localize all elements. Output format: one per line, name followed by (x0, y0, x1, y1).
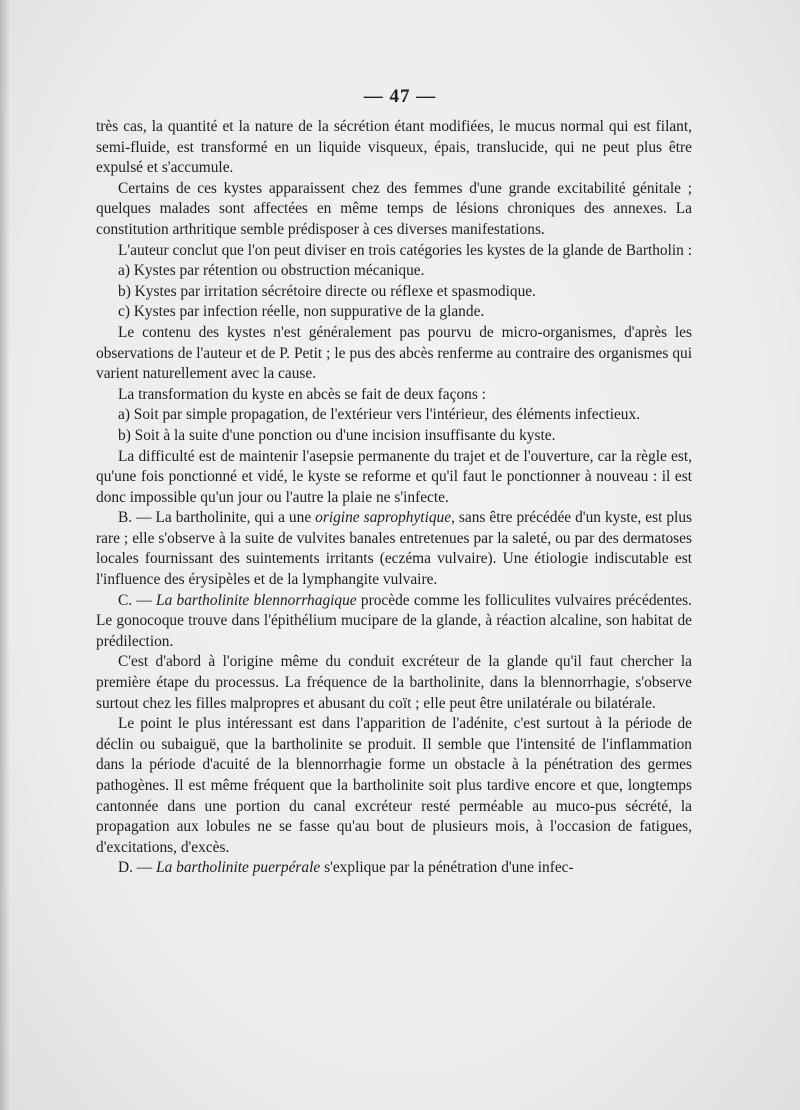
list-item: c) Kystes par infection réelle, non suppurative de la glande. (118, 303, 485, 321)
page-edge-shadow (0, 0, 10, 1110)
italic-term: origine saprophytique (315, 509, 452, 527)
list-item: a) Soit par simple propagation, de l'extérieur vers l'intérieur, des éléments infectieux. (118, 406, 641, 424)
paragraph: Le contenu des kystes n'est généralement pas pourvu de micro-organismes, d'après les observations de l'auteur et de P. Petit ; le pus des abcès renferme au contraire des organismes qui varient naturellement avec la cause. (96, 323, 692, 383)
list-item: b) Kystes par irritation sécrétoire directe ou réflexe et spasmodique. (118, 282, 536, 300)
paragraph: La transformation du kyste en abcès se fait de deux façons : (118, 385, 486, 403)
paragraph: Certains de ces kystes apparaissent chez des femmes d'une grande excitabilité génitale ; quelques malades sont affectées en même temps de lésions chroniques des annexes. La constitution arthritique semble prédisposer à ces diverses manifestations. (96, 179, 692, 238)
body-text (96, 117, 692, 879)
text-run: D. — (118, 859, 157, 877)
paragraph-c (96, 591, 692, 653)
list-item: a) Kystes par rétention ou obstruction mécanique. (118, 262, 425, 280)
page-number: — 47 — (363, 86, 437, 107)
text-run: s'explique par la pénétration d'une infec- (320, 859, 574, 877)
text-run: B. — La bartholinite, qui a une (118, 509, 316, 527)
paragraph: L'auteur conclut que l'on peut diviser en trois catégories les kystes de la glande de Bartholin : (118, 241, 692, 259)
italic-term: La bartholinite blennorrhagique (156, 591, 357, 609)
italic-term: La bartholinite puerpérale (156, 859, 321, 877)
paragraph: Le point le plus intéressant est dans l'apparition de l'adénite, c'est surtout à la période de déclin ou subaiguë, que la bartholinite se produit. Il semble que l'intensité de l'inflammation dans la période d'acuité de la blennorrhagie forme un obstacle à la pénétration des germes pathogènes. Il est même fréquent que la bartholinite soit plus tardive encore et que, longtemps cantonnée dans une portion du canal excréteur resté perméable au muco-pus sécrété, la propagation aux lobules ne se fasse qu'au bout de plusieurs mois, à l'occasion de fatigues, d'excitations, d'excès. (96, 715, 692, 856)
paragraph: très cas, la quantité et la nature de la sécrétion étant modifiées, le mucus normal qui est filant, semi-fluide, est transformé en un liquide visqueux, épais, translucide, qui ne peut plus être expulsé et s'accumule. (96, 118, 692, 177)
text-run: procède comme les folliculites vulvaires précédentes. Le gonocoque trouve dans l'épithélium mucipare de la glande, à réaction alcaline, son habitat de prédilection. (96, 591, 692, 650)
paragraph-b (96, 508, 692, 590)
paragraph: La difficulté est de maintenir l'asepsie permanente du trajet et de l'ouverture, car la règle est, qu'une fois ponctionné et vidé, le kyste se reforme et qu'il faut le ponctionner à nouveau : il est donc impossible qu'un jour ou l'autre la plaie ne s'infecte. (96, 447, 692, 506)
paragraph: C'est d'abord à l'origine même du conduit excréteur de la glande qu'il faut chercher la première étape du processus. La fréquence de la bartholinite, dans la blennorrhagie, s'observe surtout chez les filles malpropres et abusant du coït ; elle peut être unilatérale ou bilatérale. (96, 653, 692, 712)
text-run: , sans être précédée d'un kyste, est plus rare ; elle s'observe à la suite de vulvites banales entretenues par la saleté, ou par des dermatoses locales fournissant des suintements irritants (eczéma vulvaire). Une étiologie indiscutable est l'influence des érysipèles et de la lymphangite vulvaire. (96, 509, 693, 589)
list-item: b) Soit à la suite d'une ponction ou d'une incision insuffisante du kyste. (118, 426, 556, 444)
paragraph-d (96, 858, 692, 879)
text-run: C. — (118, 591, 157, 609)
